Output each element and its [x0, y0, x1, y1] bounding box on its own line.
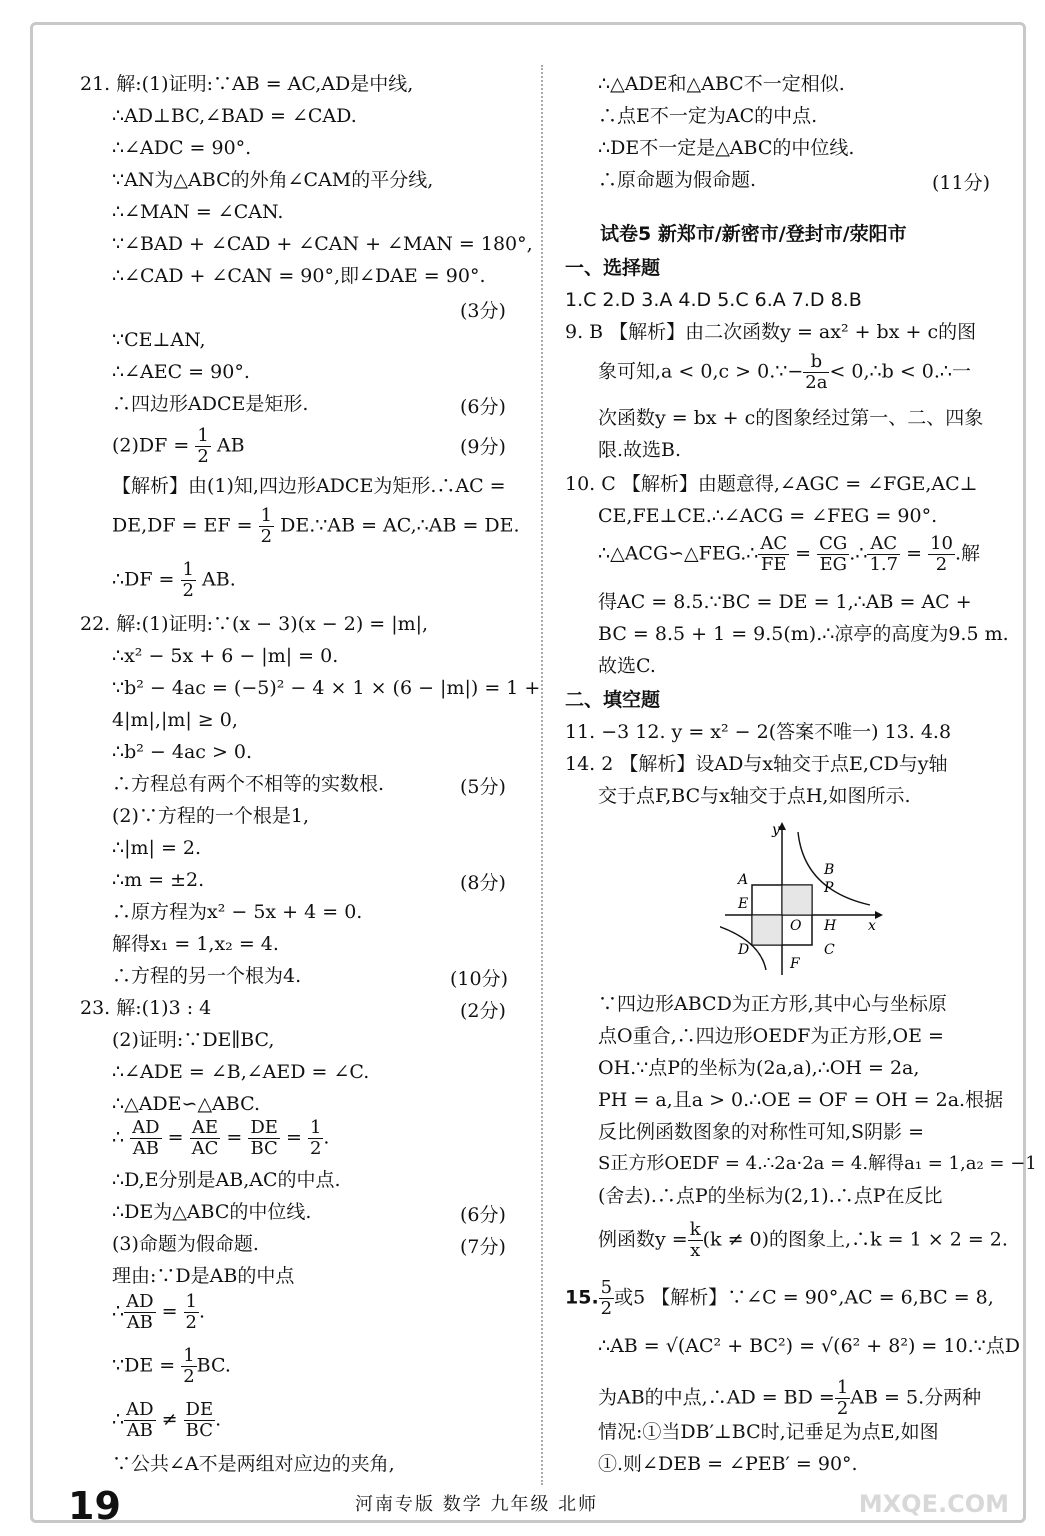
section-heading: 二、填空题: [565, 689, 661, 711]
coordinate-figure: [720, 820, 890, 980]
q22-line: ∴方程的另一个根为4.: [112, 965, 302, 987]
q22-line: 22. 解:(1)证明:∵(x − 3)(x − 2) = |m|,: [80, 613, 429, 635]
watermark: MXQE.COM: [858, 1490, 1009, 1518]
score: (7分): [460, 1236, 506, 1258]
q14-line: 反比例函数图象的对称性可知,S阴影 =: [598, 1121, 925, 1143]
q10-line: 得AC = 8.5.∵BC = DE = 1,∴AB = AC +: [598, 591, 972, 613]
q21-line: 21. 解:(1)证明:∵AB = AC,AD是中线,: [80, 73, 414, 95]
q22-line: ∵b² − 4ac = (−5)² − 4 × 1 × (6 − |m|) = 1 +: [112, 677, 541, 699]
label-F: F: [790, 956, 800, 972]
score: (6分): [460, 1204, 506, 1226]
q21-line: ∴∠AEC = 90°.: [112, 361, 250, 383]
q10-line: 10. C 【解析】由题意得,∠AGC = ∠FGE,AC⊥: [565, 473, 978, 495]
q23-line: ∴ $\frac{AD}{AB}$ ≠ $\frac{DE}{BC}$ .: [112, 1399, 222, 1441]
q23-line: ∴∠ADE = ∠B,∠AED = ∠C.: [112, 1061, 370, 1083]
q15-line: 为AB的中点,∴AD = BD = $\frac{1}{2}$ AB = 5.分两种: [598, 1377, 982, 1419]
q23-line: ∴D,E分别是AB,AC的中点.: [112, 1169, 341, 1191]
section-heading: 一、选择题: [565, 257, 661, 279]
fraction: $\frac{1}{2}$: [182, 559, 194, 601]
q21-line: ∴∠ADC = 90°.: [112, 137, 252, 159]
score: (10分): [450, 968, 509, 990]
score: (9分): [460, 436, 506, 458]
q23-cont: ∴△ADE和△ABC不一定相似.: [598, 73, 845, 95]
q9-line: 限.故选B.: [598, 439, 682, 461]
q23-line: ∵DE = $\frac{1}{2}$ BC.: [112, 1345, 231, 1387]
q22-line: ∴b² − 4ac > 0.: [112, 741, 253, 763]
q23-line: ∵公共∠A不是两组对应边的夹角,: [112, 1453, 395, 1475]
q22-line: 解得x₁ = 1,x₂ = 4.: [112, 933, 279, 955]
q15-line: ∴AB = √(AC² + BC²) = √(6² + 8²) = 10.∵点D: [598, 1335, 1020, 1357]
q23-cont: ∴DE不一定是△ABC的中位线.: [598, 137, 855, 159]
footer-text: 河南专版 数学 九年级 北师: [355, 1494, 599, 1515]
label-A: A: [738, 872, 749, 888]
q10-line: ∴△ACG∽△FEG.∴ $\frac{AC}{FE}$ = $\frac{CG}{EG}$ .∴ $\frac{AC}{1.7}$ = $\frac{10}{2}$ .解: [598, 533, 981, 575]
q14-line: PH = a,且a > 0.∴OE = OF = OH = 2a.根据: [598, 1089, 1004, 1111]
q14-line: 14. 2 【解析】设AD与x轴交于点E,CD与y轴: [565, 753, 948, 775]
q10-line: CE,FE⊥CE.∴∠ACG = ∠FEG = 90°.: [598, 505, 938, 527]
fraction: $\frac{1}{2}$: [197, 425, 209, 467]
label-D: D: [738, 942, 750, 958]
q23-line: ∴ $\frac{AD}{AB}$ = $\frac{AE}{AC}$ = $\frac{DE}{BC}$ = $\frac{1}{2}$ .: [112, 1117, 330, 1159]
q23-line: (3)命题为假命题.: [112, 1233, 259, 1255]
q14-line: ∵四边形ABCD为正方形,其中心与坐标原: [598, 993, 947, 1015]
q21-line: ∵CE⊥AN,: [112, 329, 206, 351]
label-B: B: [824, 862, 835, 878]
q23-cont: ∴点E不一定为AC的中点.: [598, 105, 818, 127]
q21-line: DE,DF = EF = $\frac{1}{2}$ DE.∵AB = AC,∴AB = DE.: [112, 505, 520, 547]
label-y: y: [772, 822, 780, 838]
q14-line: OH.∵点P的坐标为(2a,a),∴OH = 2a,: [598, 1057, 920, 1079]
column-divider: [541, 65, 543, 1485]
q23-line: 23. 解:(1)3 : 4: [80, 997, 212, 1019]
q22-line: ∴原方程为x² − 5x + 4 = 0.: [112, 901, 363, 923]
q23-line: (2)证明:∵DE∥BC,: [112, 1029, 275, 1051]
q22-line: (2)∵方程的一个根是1,: [112, 805, 310, 827]
score: (3分): [460, 300, 506, 322]
q9-line: 象可知,a < 0,c > 0.∵− $\frac{b}{2a}$ < 0,∴b < 0.∴一: [598, 351, 972, 393]
score: (11分): [932, 172, 991, 194]
q21-line: ∴AD⊥BC,∠BAD = ∠CAD.: [112, 105, 357, 127]
q10-line: 故选C.: [598, 655, 656, 677]
q15-line: 15. $\frac{5}{2}$ 或5 【解析】∵∠C = 90°,AC = 6,BC = 8,: [565, 1277, 994, 1319]
label-P: P: [824, 880, 834, 896]
page-number: 19: [68, 1484, 121, 1528]
q21-line: 【解析】由(1)知,四边形ADCE为矩形.∴AC =: [112, 475, 506, 497]
q21-line: ∴四边形ADCE是矩形.: [112, 393, 309, 415]
q21-line: ∴DF = $\frac{1}{2}$ AB.: [112, 559, 236, 601]
q21-line: ∴∠MAN = ∠CAN.: [112, 201, 284, 223]
q22-line: ∴方程总有两个不相等的实数根.: [112, 773, 385, 795]
q9-line: 9. B 【解析】由二次函数y = ax² + bx + c的图: [565, 321, 977, 343]
paper-title: 试卷5 新郑市/新密市/登封市/荥阳市: [600, 223, 907, 245]
label-H: H: [824, 918, 837, 934]
q14-line: S正方形OEDF = 4.∴2a·2a = 4.解得a₁ = 1,a₂ = −1: [598, 1153, 1037, 1174]
label-E: E: [738, 896, 749, 912]
fill-answers: 11. −3 12. y = x² − 2(答案不唯一) 13. 4.8: [565, 721, 952, 743]
q22-line: ∴x² − 5x + 6 − |m| = 0.: [112, 645, 339, 667]
q21-line: (2)DF = $\frac{1}{2}$ AB: [112, 425, 245, 467]
q14-line: 例函数y = $\frac{k}{x}$ (k ≠ 0)的图象上,∴k = 1 × 2 = 2.: [598, 1219, 1008, 1261]
q21-line: ∵AN为△ABC的外角∠CAM的平分线,: [112, 169, 434, 191]
q21-line: ∴∠CAD + ∠CAN = 90°,即∠DAE = 90°.: [112, 265, 486, 287]
q15-line: ①.则∠DEB = ∠PEB′ = 90°.: [598, 1453, 858, 1475]
q23-cont: ∴原命题为假命题.: [598, 169, 757, 191]
q23-line: 理由:∵D是AB的中点: [112, 1265, 295, 1287]
q23-line: ∴DE为△ABC的中位线.: [112, 1201, 312, 1223]
fraction: $\frac{1}{2}$: [260, 505, 273, 547]
q14-line: 交于点F,BC与x轴交于点H,如图所示.: [598, 785, 911, 807]
q14-line: (舍去).∴点P的坐标为(2,1).∴点P在反比: [598, 1185, 943, 1207]
q23-line: ∴△ADE∽△ABC.: [112, 1093, 260, 1115]
q22-line: ∴|m| = 2.: [112, 837, 202, 859]
q14-line: 点O重合,∴四边形OEDF为正方形,OE =: [598, 1025, 944, 1047]
score: (6分): [460, 396, 506, 418]
score: (2分): [460, 1000, 506, 1022]
q22-line: ∴m = ±2.: [112, 869, 205, 891]
label-O: O: [790, 918, 802, 934]
q15-line: 情况:①当DB′⊥BC时,记垂足为点E,如图: [598, 1421, 939, 1443]
q9-line: 次函数y = bx + c的图象经过第一、二、四象: [598, 407, 984, 429]
score: (5分): [460, 776, 506, 798]
score: (8分): [460, 872, 506, 894]
q22-line: 4|m|,|m| ≥ 0,: [112, 709, 238, 731]
q23-line: ∴ $\frac{AD}{AB}$ = $\frac{1}{2}$ .: [112, 1291, 206, 1333]
label-x: x: [868, 918, 876, 934]
q10-line: BC = 8.5 + 1 = 9.5(m).∴凉亭的高度为9.5 m.: [598, 623, 1009, 645]
mc-answers: 1.C 2.D 3.A 4.D 5.C 6.A 7.D 8.B: [565, 289, 862, 311]
label-C: C: [824, 942, 835, 958]
q21-line: ∵∠BAD + ∠CAD + ∠CAN + ∠MAN = 180°,: [112, 233, 533, 255]
